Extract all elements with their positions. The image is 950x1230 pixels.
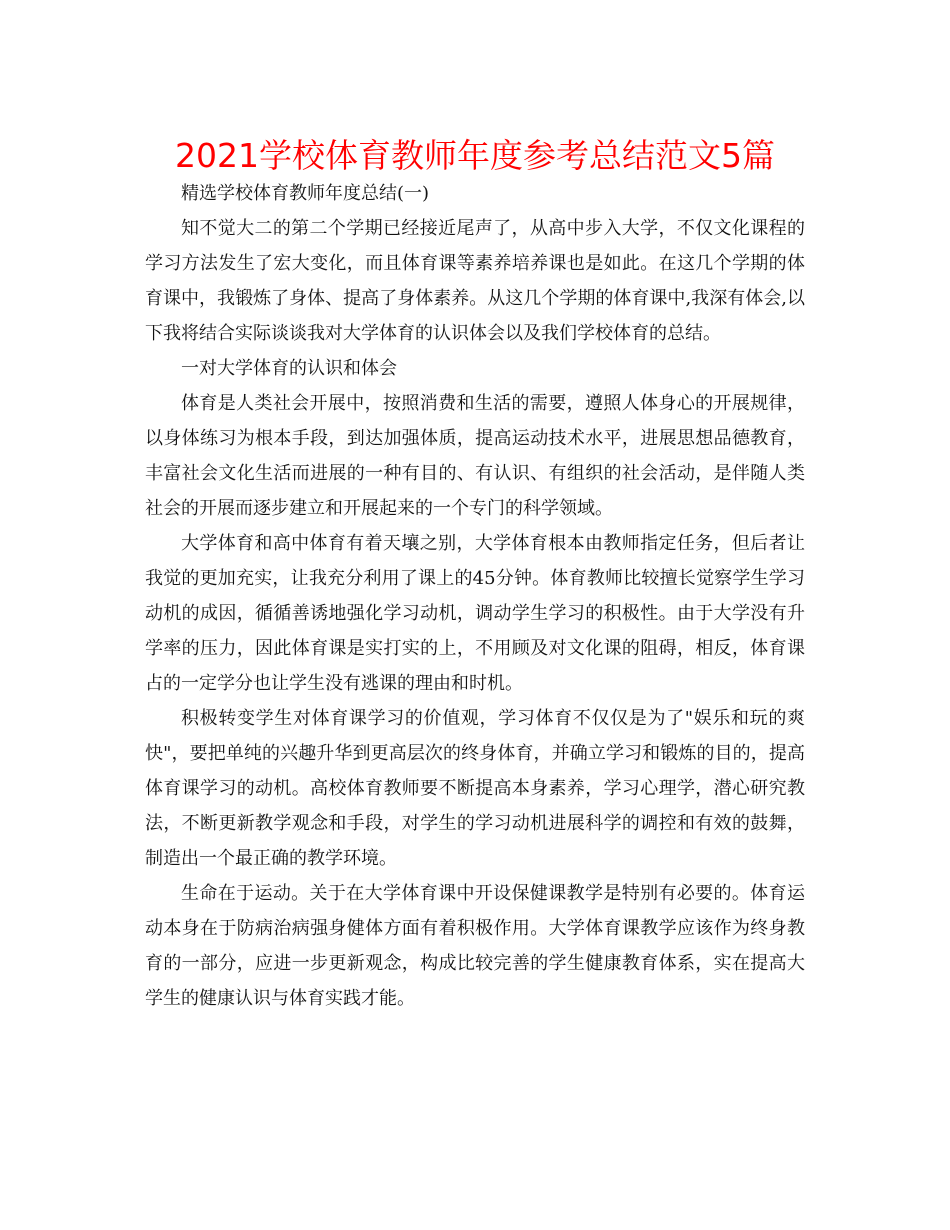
paragraph-5: 生命在于运动。关于在大学体育课中开设保健课教学是特别有必要的。体育运动本身在于防病治病强身健体方面有着积极作用。大学体育课教学应该作为终身教育的一部分，应进一步更新观念，构成比较完善的学生健康教育体系，实在提高大学生的健康认识与体育实践才能。 [145,883,805,1009]
document-body [145,176,805,1016]
document-title: 2021学校体育教师年度参考总结范文5篇 [175,136,775,175]
paragraph-2: 体育是人类社会开展中，按照消费和生活的需要，遵照人体身心的开展规律，以身体练习为根本手段，到达加强体质，提高运动技术水平，进展思想品德教育，丰富社会文化生活而进展的一种有目的、有认识、有组织的社会活动，是伴随人类社会的开展而逐步建立和开展起来的一个专门的科学领域。 [145,393,805,519]
paragraph-1: 知不觉大二的第二个学期已经接近尾声了，从高中步入大学，不仅文化课程的学习方法发生了宏大变化，而且体育课等素养培养课也是如此。在这几个学期的体育课中，我锻炼了身体、提高了身体素养。从这几个学期的体育课中,我深有体会,以下我将结合实际谈谈我对大学体育的认识体会以及我们学校体育的总结。 [145,218,805,344]
paragraph-3: 大学体育和高中体育有着天壤之别，大学体育根本由教师指定任务，但后者让我觉的更加充实，让我充分利用了课上的45分钟。体育教师比较擅长觉察学生学习动机的成因，循循善诱地强化学习动机，调动学生学习的积极性。由于大学没有升学率的压力，因此体育课是实打实的上，不用顾及对文化课的阻碍，相反，体育课占的一定学分也让学生没有逃课的理由和时机。 [145,533,805,694]
paragraph-4: 积极转变学生对体育课学习的价值观，学习体育不仅仅是为了"娱乐和玩的爽快"，要把单纯的兴趣升华到更高层次的终身体育，并确立学习和锻炼的目的，提高体育课学习的动机。高校体育教师要不断提高本身素养，学习心理学，潜心研究教法，不断更新教学观念和手段，对学生的学习动机进展科学的调控和有效的鼓舞，制造出一个最正确的教学环境。 [145,708,805,869]
section-heading-1: 精选学校体育教师年度总结(一) [181,183,430,204]
section-heading-2: 一对大学体育的认识和体会 [181,358,397,379]
